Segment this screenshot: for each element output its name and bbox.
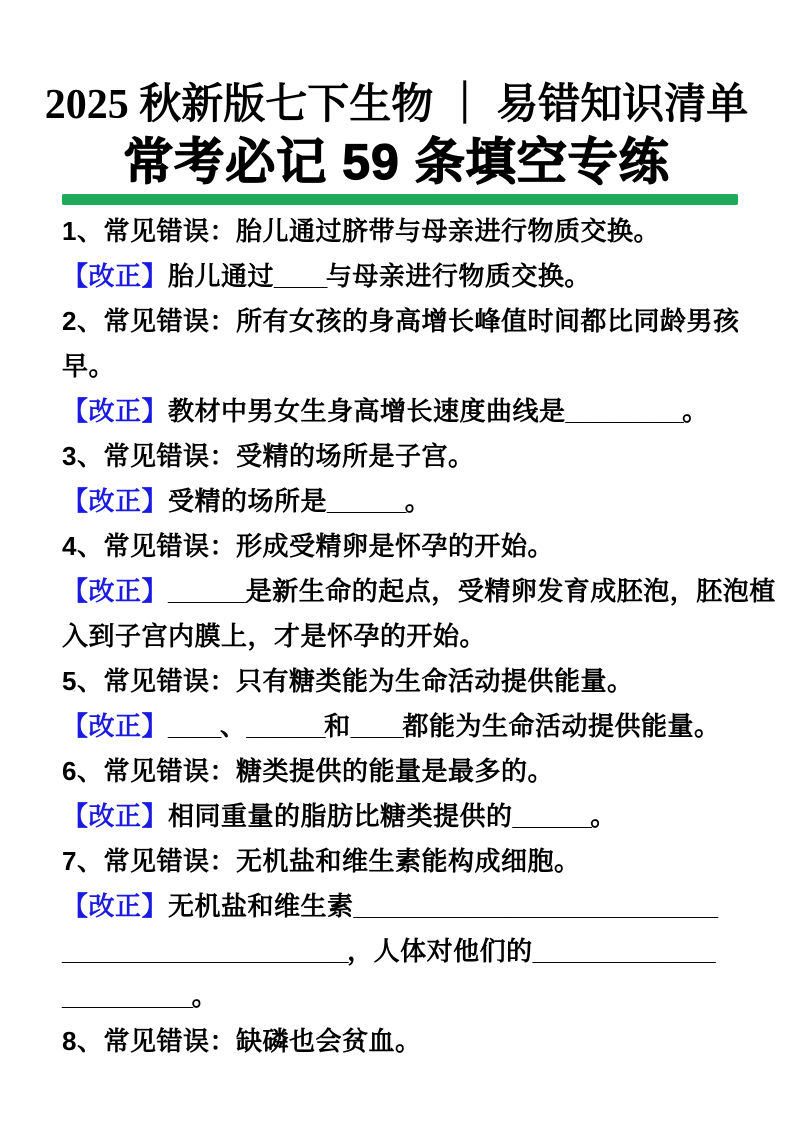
line-text: 与母亲进行物质交换。	[325, 261, 591, 291]
correction-label: 【改正】	[62, 576, 169, 606]
blank-underline: ____	[350, 711, 403, 741]
error-statement-line	[62, 749, 742, 794]
error-statement-line	[62, 524, 742, 569]
correction-line	[62, 479, 742, 524]
error-statement-line	[62, 434, 742, 479]
continuation-line	[62, 614, 742, 659]
correction-line	[62, 884, 742, 929]
page-subtitle: 常考必记 59 条填空专练	[123, 134, 670, 190]
line-text: 。	[404, 486, 432, 516]
line-text: 胎儿通过	[168, 261, 275, 291]
blank-underline: _________	[565, 396, 683, 426]
line-text: 、	[219, 711, 247, 741]
title-underline-bar	[62, 194, 738, 205]
correction-line	[62, 794, 742, 839]
line-text: 和	[324, 711, 351, 741]
blank-underline: ____	[168, 711, 220, 741]
error-statement-line	[62, 839, 742, 884]
error-statement-line	[62, 1019, 742, 1064]
line-text: 5、常见错误：只有糖类能为生命活动提供能量。	[62, 666, 634, 696]
error-statement-line	[62, 299, 742, 344]
line-text: 8、常见错误：缺磷也会贫血。	[62, 1026, 422, 1056]
line-text: ，人体对他们的	[347, 936, 533, 966]
blank-underline: ______	[246, 711, 325, 741]
line-text: 3、常见错误：受精的场所是子宫。	[62, 441, 475, 471]
error-statement-line	[62, 659, 742, 704]
blank-underline: ______________________	[62, 936, 348, 966]
line-text: 7、常见错误：无机盐和维生素能构成细胞。	[62, 846, 581, 876]
blank-underline: ______	[327, 486, 405, 516]
question-list	[62, 209, 776, 1064]
line-text: 相同重量的脂肪比糖类提供的	[168, 801, 513, 831]
line-text: 早。	[62, 351, 116, 381]
correction-line	[62, 704, 742, 749]
page-title: 2025 秋新版七下生物 ｜ 易错知识清单	[44, 82, 749, 128]
correction-label: 【改正】	[62, 396, 169, 426]
blank-underline: ____________________________	[353, 891, 717, 921]
line-text: 。	[682, 396, 709, 426]
correction-label: 【改正】	[62, 261, 169, 291]
line-text: 4、常见错误：形成受精卵是怀孕的开始。	[62, 531, 554, 561]
blank-underline: __________	[62, 981, 192, 1011]
blank-underline: ______	[512, 801, 591, 831]
continuation-line	[62, 344, 742, 389]
line-text: 2、常见错误：所有女孩的身高增长峰值时间都比同龄男孩	[62, 306, 740, 336]
correction-label: 【改正】	[62, 801, 169, 831]
continuation-line	[62, 929, 742, 974]
line-text: 。	[590, 801, 617, 831]
line-text: 6、常见错误：糖类提供的能量是最多的。	[62, 756, 554, 786]
blank-underline: ______________	[532, 936, 715, 966]
error-statement-line	[62, 209, 742, 254]
correction-line	[62, 569, 776, 614]
line-text: 都能为生命活动提供能量。	[402, 711, 721, 741]
line-text: 受精的场所是	[168, 486, 328, 516]
line-text: 是新生命的起点，受精卵发育成胚泡，胚泡植	[245, 576, 776, 606]
line-text: 。	[191, 981, 219, 1011]
line-text: 入到子宫内膜上，才是怀孕的开始。	[62, 621, 487, 651]
correction-label: 【改正】	[62, 891, 169, 921]
correction-label: 【改正】	[62, 486, 169, 516]
line-text: 无机盐和维生素	[168, 891, 354, 921]
correction-label: 【改正】	[62, 711, 169, 741]
continuation-line	[62, 974, 742, 1019]
blank-underline: ____	[274, 261, 326, 291]
blank-underline: ______	[168, 576, 246, 606]
correction-line	[62, 389, 742, 434]
correction-line	[62, 254, 742, 299]
line-text: 1、常见错误：胎儿通过脐带与母亲进行物质交换。	[62, 216, 660, 246]
line-text: 教材中男女生身高增长速度曲线是	[168, 396, 566, 426]
